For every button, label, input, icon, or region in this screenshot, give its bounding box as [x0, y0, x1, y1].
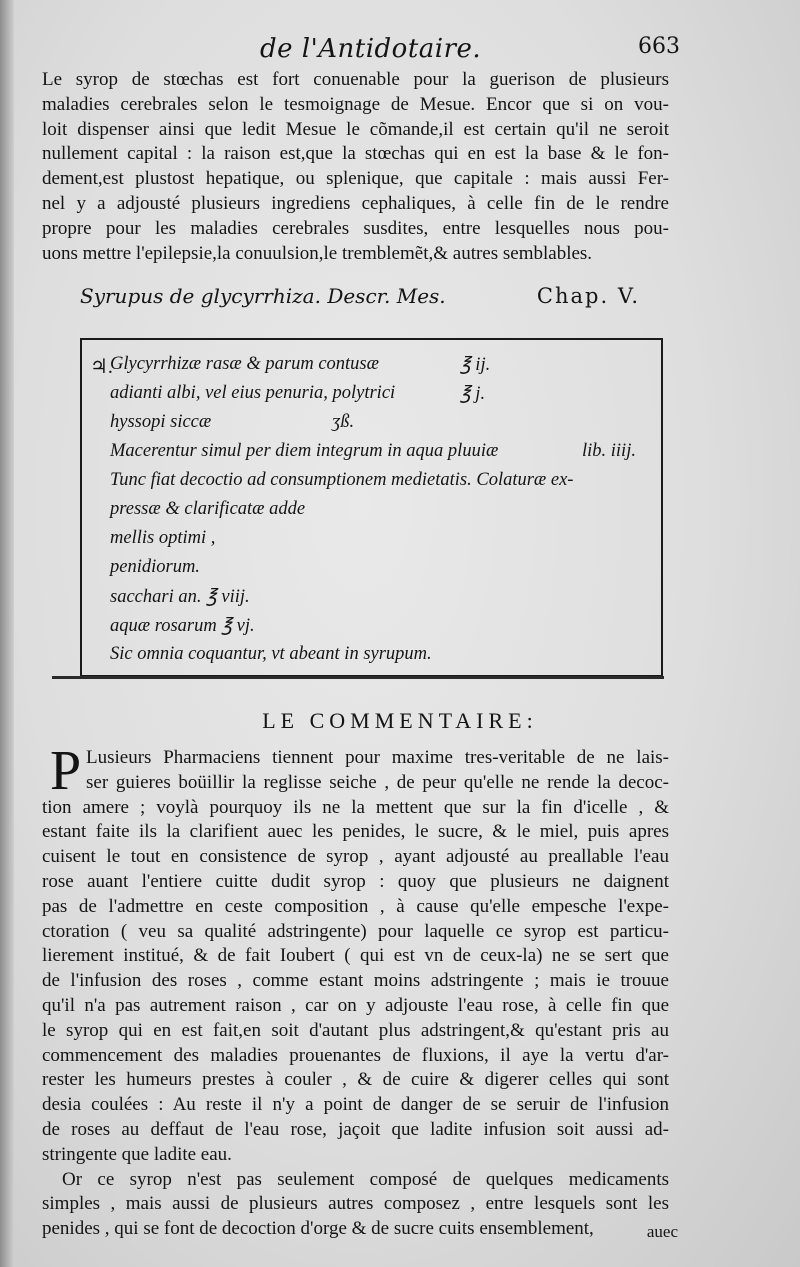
text-line: estant faite ils la clarifient auec les penides, le sucre, & le miel, puis apres	[42, 821, 669, 843]
text-line: tion amere ; voylà pourquoy ils ne la mettent que sur la fin d'icelle , &	[42, 796, 669, 818]
recipe-ingredient: Macerentur simul per diem integrum in aqua pluuiæ	[110, 441, 499, 461]
text-line: Or ce syrop n'est pas seulement composé de quelques medicaments	[62, 1168, 669, 1190]
recipe-ingredient: adianti albi, vel eius penuria, polytrici	[110, 383, 396, 403]
text-line: lierement institué, & de fait Ioubert ( qui est vn de ceux-la) ne se sert que	[42, 945, 669, 967]
page-gutter-shadow	[0, 0, 14, 1267]
text-line: ctoration ( veu sa qualité adstringente) pour laquelle ce syrop est particu-	[42, 920, 669, 942]
recipe-dose: ʒß.	[332, 412, 355, 432]
page-number: 663	[638, 34, 680, 59]
text-line: cuisent le tout en consistence de syrop , ayant adjousté au preallable l'eau	[42, 846, 669, 868]
text-line: pas de l'admettre en ceste composition , à cause qu'elle empesche l'expe-	[42, 895, 669, 917]
text-line: dement,est plustost hepatique, ou splenique, que capitale : mais aussi Fer-	[42, 168, 669, 190]
recipe-line	[92, 528, 653, 557]
recipe-ingredient: pressæ & clarificatæ adde	[110, 499, 306, 519]
text-line: commencement des maladies prouenantes de fluxions, il aye la vertu d'ar-	[42, 1044, 669, 1066]
recipe-dose: ℥ j.	[460, 384, 486, 404]
recipe-symbol: ♃.	[90, 356, 113, 378]
running-title: de l'Antidotaire.	[260, 34, 482, 64]
recipe-line	[92, 441, 653, 470]
text-line: propre pour les maladies cerebrales susdites, entre lesquelles nous pou-	[42, 217, 669, 239]
recipe-ingredient: penidiorum.	[110, 557, 200, 577]
recipe-line	[92, 383, 653, 412]
text-line: penides , qui se font de decoction d'orge & de sucre cuits ensemblement,	[42, 1218, 594, 1240]
text-line: de roses au deffaut de l'eau rose, jaçoit que ladite infusion soit aussi ad-	[42, 1118, 669, 1140]
intro-paragraph	[42, 68, 669, 266]
recipe-line	[92, 644, 653, 673]
recipe-line	[92, 354, 653, 383]
text-line: qu'il n'a pas autrement raison , car on y adjouste l'eau rose, à celle fin que	[42, 994, 669, 1016]
text-line: loit dispenser ainsi que ledit Mesue le cõmande,il est certain qu'il ne seroit	[42, 118, 669, 140]
text-line: desia coulées : Au reste il n'y a point de danger de se seruir de l'infusion	[42, 1094, 669, 1116]
recipe-ingredient: sacchari an. ℥ viij.	[110, 587, 250, 607]
text-line: Le syrop de stœchas est fort conuenable pour la guerison de plusieurs	[42, 69, 669, 90]
text-line: simples , mais aussi de plusieurs autres composez , entre lesquels sont les	[42, 1193, 669, 1215]
text-line: de l'infusion des roses , comme estant moins adstringente ; mais ie trouue	[42, 970, 669, 992]
recipe-ingredient: aquæ rosarum ℥ vj.	[110, 616, 255, 636]
text-line: rester les humeurs prestes à couler , & de cuire & digerer celles qui sont	[42, 1069, 669, 1091]
chapter-heading	[80, 284, 640, 314]
text-line: nullement capital : la raison est,que la stœchas qui en est la base & le fon-	[42, 143, 669, 165]
recipe-line	[92, 586, 653, 615]
recipe-ingredient: Sic omnia coquantur, vt abeant in syrupum.	[110, 644, 432, 664]
recipe-frame	[80, 338, 663, 677]
recipe-dose: lib. iiij.	[582, 441, 636, 461]
recipe-line	[92, 615, 653, 644]
recipe-ingredient: hyssopi siccæ	[110, 412, 212, 432]
commentary-paragraph	[42, 746, 669, 1242]
text-line: maladies cerebrales selon le tesmoignage de Mesue. Encor que si on vou-	[42, 93, 669, 115]
drop-capital: P	[50, 740, 82, 802]
recipe-text	[92, 354, 653, 673]
recipe-line	[92, 470, 653, 499]
running-head	[60, 34, 680, 64]
text-line: ser guieres boüillir la reglisse seiche , de peur qu'elle ne rende la decoc-	[86, 771, 669, 793]
recipe-line	[92, 412, 653, 441]
chapter-number: Chap. V.	[536, 284, 640, 308]
recipe-ingredient: Glycyrrhizæ rasæ & parum contusæ	[110, 354, 379, 374]
commentary-title: LE COMMENTAIRE:	[262, 708, 538, 733]
text-line: nel y a adjousté plusieurs ingrediens cephaliques, à celle fin de le rendre	[42, 192, 669, 214]
text-line: stringente que ladite eau.	[42, 1143, 232, 1165]
chapter-latin-title: Syrupus de glycyrrhiza. Descr. Mes.	[80, 284, 446, 308]
text-line: rose auant l'entiere cuitte dudit syrop : quoy que plusieurs ne daignent	[42, 870, 669, 892]
text-line: Lusieurs Pharmaciens tiennent pour maxime tres-veritable de ne lais-	[86, 747, 669, 768]
recipe-dose: ℥ ij.	[460, 355, 491, 375]
catchword: auec	[646, 1222, 678, 1241]
recipe-rule	[52, 676, 664, 679]
recipe-ingredient: mellis optimi ,	[110, 528, 216, 548]
recipe-line	[92, 557, 653, 586]
text-line: uons mettre l'epilepsie,la conuulsion,le tremblemẽt,& autres semblables.	[42, 242, 593, 264]
recipe-line	[92, 499, 653, 528]
text-line: le syrop qui en est fait,en soit d'autant plus adstringent,& qu'estant pris au	[42, 1019, 669, 1041]
recipe-ingredient: Tunc fiat decoctio ad consumptionem medietatis. Colaturæ ex-	[110, 470, 574, 490]
